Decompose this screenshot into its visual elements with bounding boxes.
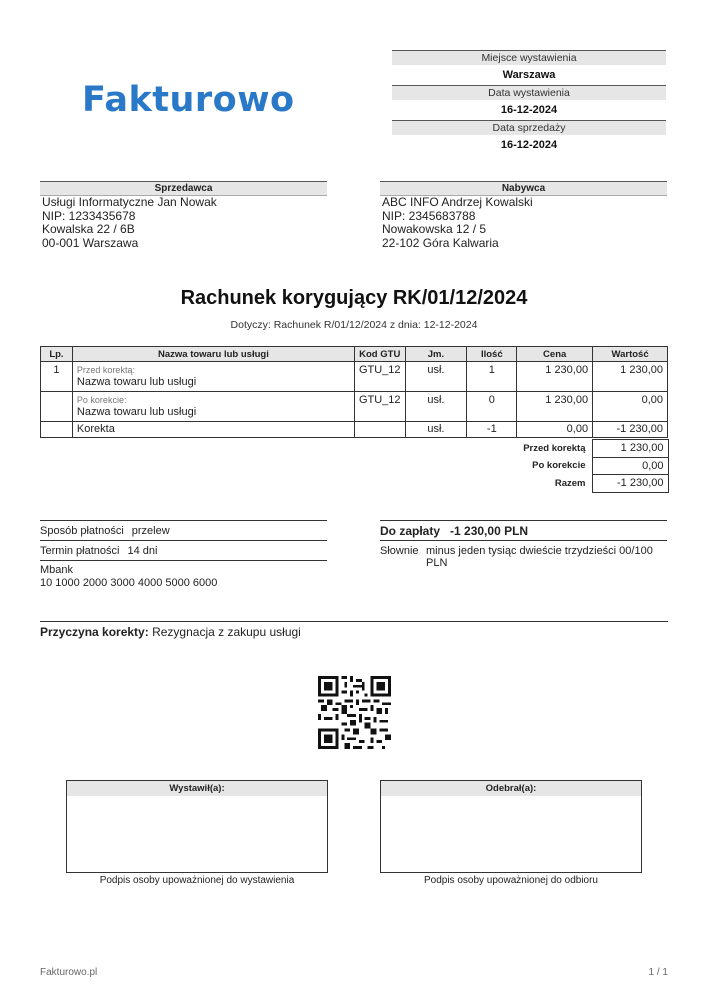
invoice-meta — [392, 50, 666, 155]
cell-name — [72, 362, 354, 392]
cell-qty: 0 — [467, 392, 517, 422]
amount-due-block — [380, 520, 667, 569]
place-label: Miejsce wystawienia — [392, 50, 666, 65]
cell-value: -1 230,00 — [593, 422, 668, 438]
col-qty: Ilość — [467, 347, 517, 362]
table-row-after — [41, 392, 668, 422]
document-subtitle: Dotyczy: Rachunek R/01/12/2024 z dnia: 12-12-2024 — [230, 319, 478, 331]
sum-row-before — [500, 440, 668, 458]
item-name: Nazwa towaru lub usługi — [76, 376, 197, 388]
sum-before-label: Przed korektą — [523, 442, 586, 454]
sum-total-value: -1 230,00 — [592, 475, 668, 493]
issue-date-label: Data wystawienia — [392, 85, 666, 100]
cell-qty: 1 — [467, 362, 517, 392]
issuer-signature — [66, 780, 328, 886]
items-table — [40, 346, 668, 438]
document-title: Rachunek korygujący RK/01/12/2024 — [180, 287, 528, 309]
sale-date-label: Data sprzedaży — [392, 120, 666, 135]
receiver-header: Odebrał(a): — [381, 781, 641, 796]
issuer-header: Wystawił(a): — [67, 781, 327, 796]
amount-due-label: Do zapłaty — [380, 524, 441, 538]
receiver-signature-box — [380, 780, 642, 873]
buyer-city: 22-102 Góra Kalwaria — [382, 235, 499, 250]
buyer-nip: NIP: 2345683788 — [382, 208, 476, 223]
sums-table — [500, 439, 669, 493]
cell-qty: -1 — [467, 422, 517, 438]
before-label: Przed korektą: — [76, 365, 135, 375]
table-row-before — [41, 362, 668, 392]
item-name: Nazwa towaru lub usługi — [76, 406, 197, 418]
col-gtu: Kod GTU — [354, 347, 405, 362]
bank-info — [40, 560, 327, 590]
cell-value: 1 230,00 — [593, 362, 668, 392]
cell-unit: usł. — [405, 422, 467, 438]
cell-price: 1 230,00 — [517, 392, 593, 422]
payment-method-row — [40, 520, 327, 540]
col-value: Wartość — [593, 347, 668, 362]
sale-date-value: 16-12-2024 — [500, 139, 558, 151]
cell-name: Korekta — [72, 422, 354, 438]
correction-reason — [40, 621, 668, 639]
sum-total-label: Razem — [554, 477, 586, 489]
payment-block — [40, 520, 327, 590]
buyer-street: Nowakowska 12 / 5 — [382, 222, 487, 236]
payment-method-label: Sposób płatności — [40, 525, 124, 537]
cell-price: 1 230,00 — [517, 362, 593, 392]
seller-nip: NIP: 1233435678 — [42, 208, 136, 223]
issuer-caption: Podpis osoby upoważnionej do wystawienia — [99, 875, 295, 886]
cell-gtu: GTU_12 — [354, 392, 405, 422]
seller-street: Kowalska 22 / 6B — [42, 222, 135, 236]
after-label: Po korekcie: — [76, 395, 127, 405]
sum-before-value: 1 230,00 — [592, 440, 668, 458]
seller-header: Sprzedawca — [40, 181, 327, 196]
col-unit: Jm. — [405, 347, 467, 362]
receiver-signature — [380, 780, 642, 886]
footer-site: Fakturowo.pl — [40, 967, 98, 978]
payment-term-label: Termin płatności — [40, 545, 120, 557]
cell-price: 0,00 — [517, 422, 593, 438]
cell-unit: usł. — [405, 362, 467, 392]
col-price: Cena — [517, 347, 593, 362]
col-name: Nazwa towaru lub usługi — [72, 347, 354, 362]
amount-words-label: Słownie — [380, 545, 419, 557]
buyer-block — [380, 181, 667, 250]
amount-due-row — [380, 520, 667, 541]
qr-code-icon — [318, 676, 391, 749]
sum-row-after — [500, 457, 668, 475]
company-logo: Fakturowo — [82, 80, 295, 120]
col-lp: Lp. — [41, 347, 73, 362]
sum-after-label: Po korekcie — [532, 460, 586, 472]
cell-lp — [41, 392, 73, 422]
sum-after-value: 0,00 — [592, 457, 668, 475]
seller-city: 00-001 Warszawa — [42, 235, 139, 250]
payment-term-row — [40, 540, 327, 560]
cell-lp — [41, 422, 73, 438]
seller-name: Usługi Informatyczne Jan Nowak — [42, 195, 217, 209]
issue-date-value: 16-12-2024 — [500, 104, 558, 116]
cell-gtu — [354, 422, 405, 438]
amount-due-value: -1 230,00 PLN — [450, 524, 529, 538]
cell-unit: usł. — [405, 392, 467, 422]
payment-method-value: przelew — [131, 525, 170, 537]
bank-name: Mbank — [40, 564, 74, 576]
table-header-row — [41, 347, 668, 362]
receiver-caption: Podpis osoby upoważnionej do odbioru — [423, 875, 598, 886]
bank-account: 10 1000 2000 3000 4000 5000 6000 — [40, 577, 218, 589]
cell-lp: 1 — [41, 362, 73, 392]
reason-label: Przyczyna korekty: — [40, 625, 149, 639]
amount-words-row — [380, 541, 667, 569]
sum-row-total — [500, 475, 668, 493]
issuer-signature-box — [66, 780, 328, 873]
buyer-header: Nabywca — [380, 181, 667, 196]
reason-text: Rezygnacja z zakupu usługi — [152, 625, 301, 639]
table-row-correction — [41, 422, 668, 438]
place-value: Warszawa — [502, 69, 556, 81]
cell-name — [72, 392, 354, 422]
cell-gtu: GTU_12 — [354, 362, 405, 392]
seller-block — [40, 181, 327, 250]
cell-value: 0,00 — [593, 392, 668, 422]
buyer-name: ABC INFO Andrzej Kowalski — [382, 195, 533, 209]
payment-term-value: 14 dni — [127, 545, 158, 557]
footer-page-number: 1 / 1 — [648, 967, 668, 978]
amount-words-value: minus jeden tysiąc dwieście trzydzieści 00/100 PLN — [426, 545, 653, 569]
